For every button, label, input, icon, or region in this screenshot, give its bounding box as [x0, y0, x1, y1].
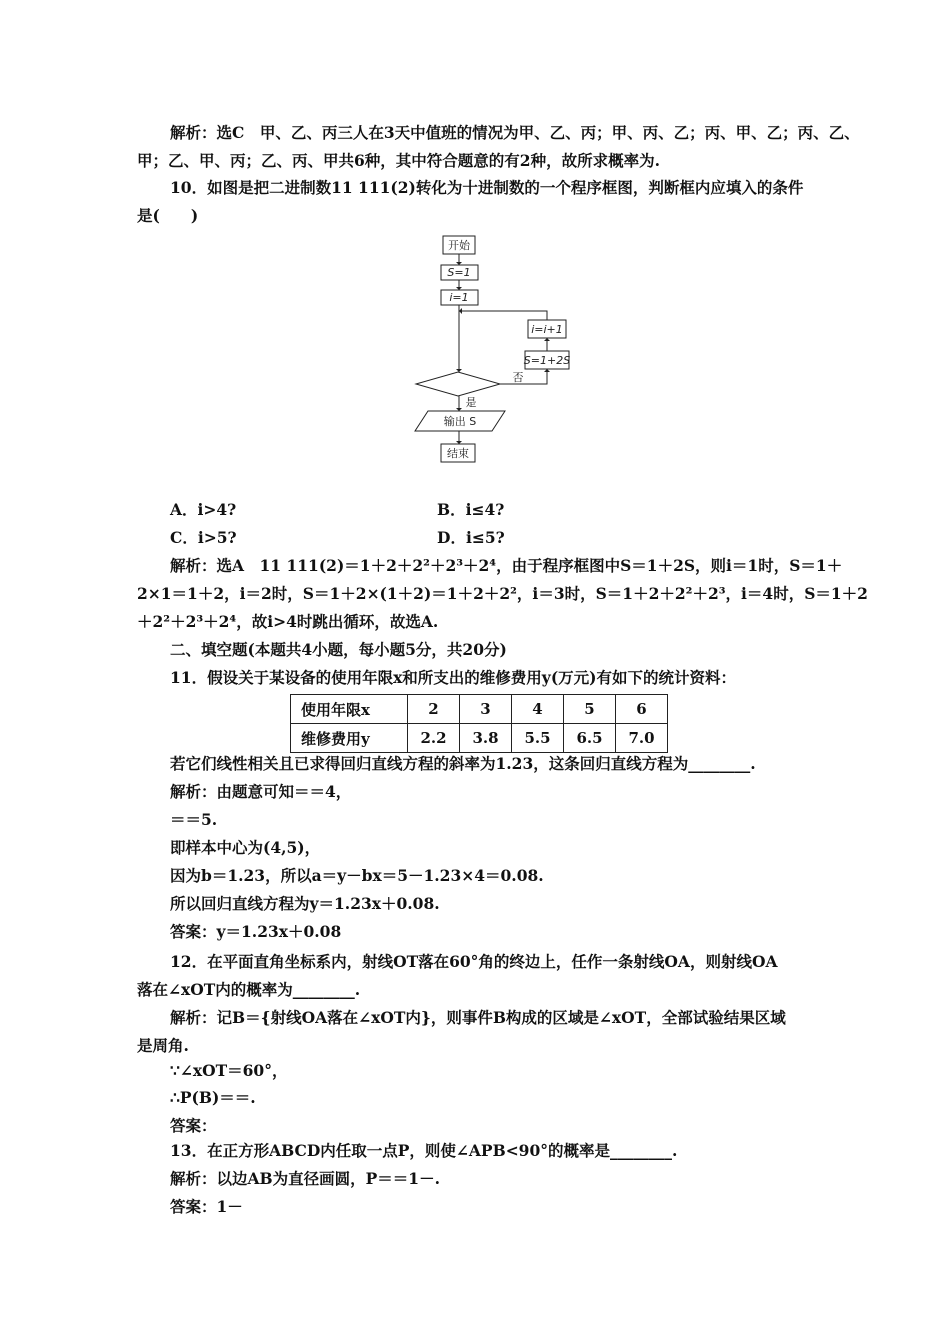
question-11: 11．假设关于某设备的使用年限x和所支出的维修费用y(万元)有如下的统计资料：: [170, 668, 736, 687]
option-d: D．i≤5?: [437, 528, 505, 547]
solution-12-line2: 是周角.: [137, 1036, 189, 1055]
table-cell: 4: [512, 695, 564, 724]
solution-12-line1: 解析：记B＝{射线OA落在∠xOT内}，则事件B构成的区域是∠xOT，全部试验结果区域: [170, 1008, 786, 1027]
table-cell: 2.2: [408, 724, 460, 753]
table-cell: 6: [616, 695, 668, 724]
solution-11-line1: 解析：由题意可知＝＝4，: [170, 782, 352, 801]
solution-12-line3: ∵∠xOT＝60°，: [170, 1061, 288, 1080]
answer-13: 答案：1－: [170, 1197, 243, 1216]
flowchart-yes-label: 是: [465, 396, 477, 409]
answer-11: 答案：y＝1.23x＋0.08: [170, 922, 342, 941]
solution-13: 解析：以边AB为直径画圆，P＝＝1－.: [170, 1169, 440, 1188]
solution-10-line1: 解析：选A 11 111(2)＝1＋2＋2²＋2³＋2⁴，由于程序框图中S＝1＋2S，则i＝1时，S＝1＋: [170, 556, 843, 575]
option-c: C．i>5?: [170, 528, 237, 547]
table-row-header: 使用年限x: [291, 695, 408, 724]
table-cell: 6.5: [564, 724, 616, 753]
table-cell: 3: [460, 695, 512, 724]
solution-12-line4: ∴P(B)＝＝.: [170, 1088, 256, 1107]
table-cell: 2: [408, 695, 460, 724]
question-11-blank: 若它们线性相关且已求得回归直线方程的斜率为1.23，这条回归直线方程为________.: [170, 754, 756, 773]
table-row: [291, 724, 668, 753]
solution-11-line2: ＝＝5.: [170, 810, 218, 829]
flowchart-init-i-label: i=1: [449, 291, 469, 304]
option-a: A．i>4?: [170, 500, 237, 519]
solution-10-line3: ＋2²＋2³＋2⁴，故i>4时跳出循环，故选A.: [137, 612, 439, 631]
solution-11-line3: 即样本中心为(4,5)，: [170, 838, 321, 857]
flowchart-incr-i-label: i=i+1: [531, 323, 563, 336]
flowchart-init-s-label: S=1: [447, 266, 471, 279]
option-b: B．i≤4?: [437, 500, 505, 519]
table-row-header: 维修费用y: [291, 724, 408, 753]
table-cell: 7.0: [616, 724, 668, 753]
flowchart-output-label: 输出 S: [443, 415, 477, 428]
flowchart-end-label: 结束: [447, 447, 469, 460]
table-row: [291, 695, 668, 724]
solution-11-line4: 因为b＝1.23，所以a＝y－bx＝5－1.23×4＝0.08.: [170, 866, 544, 885]
flowchart-start-label: 开始: [448, 239, 470, 252]
table-cell: 5.5: [512, 724, 564, 753]
solution-11-line5: 所以回归直线方程为y＝1.23x＋0.08.: [170, 894, 440, 913]
solution-9-line1: 解析：选C 甲、乙、丙三人在3天中值班的情况为甲、乙、丙；甲、丙、乙；丙、甲、乙；丙、乙、: [170, 123, 860, 142]
question-10-line2: 是( ): [137, 206, 199, 225]
table-cell: 5: [564, 695, 616, 724]
flowchart-decision-diamond: [416, 372, 500, 396]
flowchart-no-label: 否: [512, 371, 524, 384]
table-cell: 3.8: [460, 724, 512, 753]
flowchart-update-s-label: S=1+2S: [523, 354, 571, 367]
data-table: [290, 694, 668, 753]
flowchart: [410, 233, 580, 465]
question-12-line1: 12．在平面直角坐标系内，射线OT落在60°角的终边上，任作一条射线OA，则射线OA: [170, 952, 778, 971]
question-13: 13．在正方形ABCD内任取一点P，则使∠APB<90°的概率是________.: [170, 1141, 678, 1160]
solution-9-line2: 甲；乙、甲、丙；乙、丙、甲共6种，其中符合题意的有2种，故所求概率为.: [137, 151, 660, 170]
question-12-line2: 落在∠xOT内的概率为________.: [137, 980, 361, 999]
section-heading: 二、填空题(本题共4小题，每小题5分，共20分): [170, 640, 507, 659]
solution-10-line2: 2×1＝1＋2，i＝2时，S＝1＋2×(1＋2)＝1＋2＋2²，i＝3时，S＝1＋2＋2²＋2³，i＝4时，S＝1＋2: [137, 584, 868, 603]
answer-12: 答案：: [170, 1116, 217, 1135]
question-10-line1: 10．如图是把二进制数11 111(2)转化为十进制数的一个程序框图，判断框内应填入的条件: [170, 178, 804, 197]
